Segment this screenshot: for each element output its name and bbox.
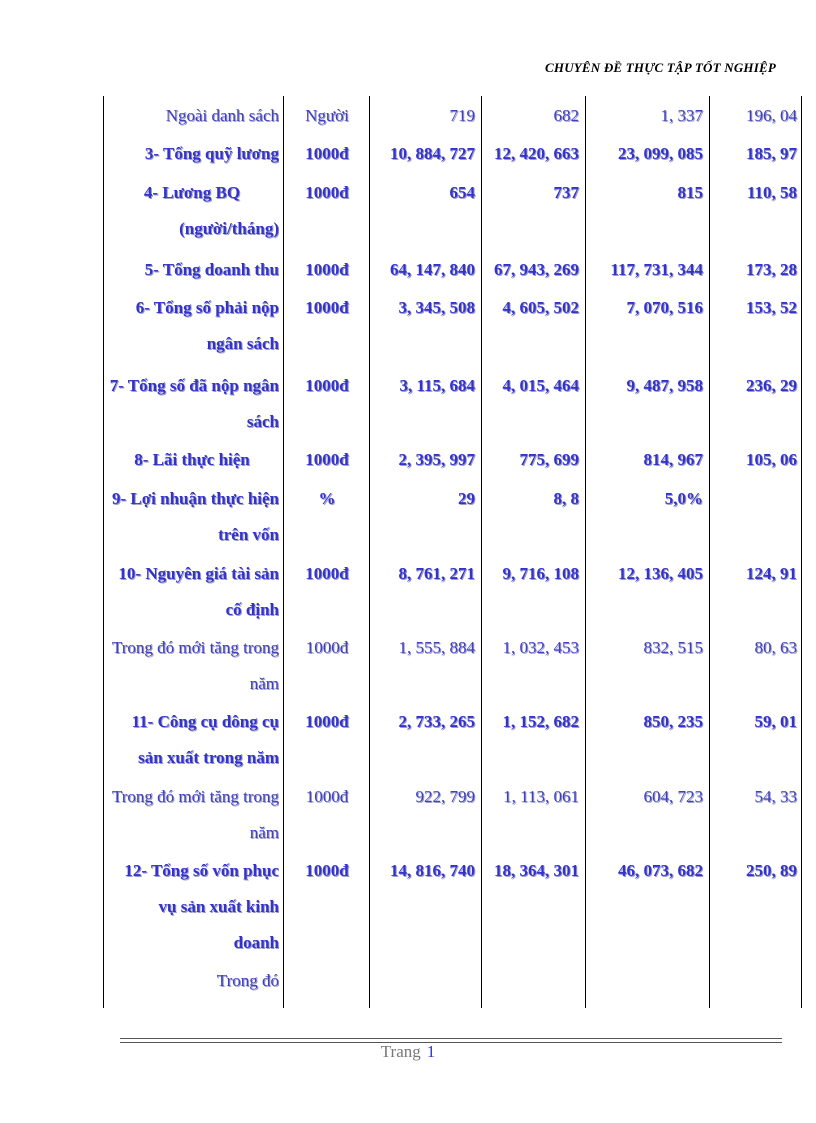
value-cell: 737 — [553, 183, 579, 202]
value-cell: 12, 420, 663 — [494, 144, 579, 163]
row-label — [105, 556, 279, 628]
value-cell: 832, 515 — [643, 638, 703, 657]
value-cell: 8, 8 — [553, 489, 579, 508]
value-cell: 775, 699 — [519, 450, 579, 469]
row-label-line: 11- Công cụ dông cụ — [131, 712, 279, 731]
value-cell: 117, 731, 344 — [610, 260, 703, 279]
footer-label: Trang — [380, 1042, 421, 1061]
row-label-line: 6- Tổng số phải nộp — [135, 298, 279, 317]
document-header-title: CHUYÊN ĐỀ THỰC TẬP TỐT NGHIỆP — [545, 60, 776, 75]
value-cell: 18, 364, 301 — [494, 861, 579, 880]
row-label — [105, 368, 279, 440]
value-cell: 2, 733, 265 — [398, 712, 475, 731]
row-label — [105, 963, 279, 999]
unit-cell: 1000đ — [305, 564, 349, 583]
percent-cell: 236, 29 — [746, 376, 797, 395]
row-label — [105, 779, 279, 851]
percent-cell: 80, 63 — [754, 638, 797, 657]
value-cell: 922, 799 — [415, 787, 475, 806]
percent-cell: 196, 04 — [746, 106, 797, 125]
row-label-line: Trong đó mới tăng trong — [111, 787, 279, 806]
value-cell: 10, 884, 727 — [390, 144, 475, 163]
percent-cell: 124, 91 — [746, 564, 797, 583]
row-label — [105, 175, 279, 247]
value-cell: 814, 967 — [643, 450, 703, 469]
column-divider — [369, 96, 370, 1008]
row-label-line: Trong đó mới tăng trong — [111, 638, 279, 657]
value-cell: 1, 555, 884 — [398, 638, 475, 657]
row-label-line: (người/tháng) — [179, 219, 279, 238]
row-label-line: 5- Tổng doanh thu — [144, 260, 279, 279]
percent-cell: 105, 06 — [746, 450, 797, 469]
row-label-line: doanh — [233, 933, 279, 952]
value-cell: 850, 235 — [643, 712, 703, 731]
table-border-right — [801, 96, 802, 1008]
value-cell: 46, 073, 682 — [618, 861, 703, 880]
row-label — [105, 630, 279, 702]
value-cell: 719 — [449, 106, 475, 125]
percent-cell: 110, 58 — [746, 183, 797, 202]
statistics-table — [103, 96, 803, 1008]
row-label — [105, 704, 279, 776]
row-label-line: 7- Tổng số đã nộp ngân — [109, 376, 279, 395]
value-cell: 4, 015, 464 — [502, 376, 579, 395]
value-cell: 2, 395, 997 — [398, 450, 475, 469]
value-cell: 604, 723 — [643, 787, 703, 806]
row-label-line: 9- Lợi nhuận thực hiện — [112, 489, 279, 508]
page-number: 1 — [426, 1042, 436, 1061]
row-label — [105, 290, 279, 362]
row-label — [105, 98, 279, 134]
column-divider — [283, 96, 284, 1008]
unit-cell: 1000đ — [305, 861, 349, 880]
row-label-line: ngân sách — [206, 334, 279, 353]
percent-cell: 59, 01 — [754, 712, 797, 731]
value-cell: 1, 337 — [660, 106, 703, 125]
unit-cell: 1000đ — [305, 638, 349, 657]
row-label-line: Ngoài danh sách — [165, 106, 279, 125]
column-divider — [709, 96, 710, 1008]
value-cell: 5,0% — [664, 489, 703, 508]
row-label — [105, 853, 279, 961]
row-label-line: sản xuất trong năm — [138, 748, 279, 767]
percent-cell: 250, 89 — [746, 861, 797, 880]
table-border-left — [103, 96, 104, 1008]
value-cell: 12, 136, 405 — [618, 564, 703, 583]
percent-cell: 54, 33 — [754, 787, 797, 806]
value-cell: 8, 761, 271 — [398, 564, 475, 583]
value-cell: 7, 070, 516 — [626, 298, 703, 317]
column-divider — [585, 96, 586, 1008]
row-label — [105, 252, 279, 288]
row-label-line: năm — [249, 674, 279, 693]
value-cell: 29 — [458, 489, 475, 508]
percent-cell: 153, 52 — [746, 298, 797, 317]
row-label — [105, 481, 279, 553]
row-label-line: 3- Tổng quỹ lương — [144, 144, 279, 163]
value-cell: 654 — [449, 183, 475, 202]
value-cell: 3, 345, 508 — [398, 298, 475, 317]
unit-cell: 1000đ — [305, 144, 349, 163]
unit-cell: 1000đ — [305, 298, 349, 317]
value-cell: 9, 487, 958 — [626, 376, 703, 395]
row-label-line: cố định — [225, 600, 279, 619]
footer-rule — [120, 1038, 782, 1039]
unit-cell: % — [318, 489, 336, 508]
row-label — [105, 442, 279, 478]
unit-cell: 1000đ — [305, 260, 349, 279]
value-cell: 1, 113, 061 — [503, 787, 579, 806]
value-cell: 9, 716, 108 — [502, 564, 579, 583]
row-label-line: 12- Tổng số vốn phục — [124, 861, 279, 880]
row-label-line: năm — [249, 823, 279, 842]
value-cell: 1, 152, 682 — [502, 712, 579, 731]
value-cell: 14, 816, 740 — [390, 861, 475, 880]
value-cell: 23, 099, 085 — [618, 144, 703, 163]
row-label-line: Trong đó — [216, 971, 279, 990]
row-label-line: 8- Lãi thực hiện — [134, 450, 250, 469]
value-cell: 4, 605, 502 — [502, 298, 579, 317]
column-divider — [481, 96, 482, 1008]
unit-cell: 1000đ — [305, 787, 349, 806]
row-label — [105, 136, 279, 172]
unit-cell: 1000đ — [305, 450, 349, 469]
value-cell: 64, 147, 840 — [390, 260, 475, 279]
value-cell: 67, 943, 269 — [494, 260, 579, 279]
row-label-line: trên vốn — [218, 525, 279, 544]
percent-cell: 173, 28 — [746, 260, 797, 279]
row-label-line: 4- Lương BQ — [143, 183, 241, 202]
row-label-line: 10- Nguyên giá tài sản — [118, 564, 279, 583]
unit-cell: 1000đ — [305, 183, 349, 202]
row-label-line: vụ sản xuất kinh — [158, 897, 279, 916]
value-cell: 815 — [677, 183, 703, 202]
unit-cell: Người — [305, 106, 349, 125]
percent-cell: 185, 97 — [746, 144, 797, 163]
value-cell: 682 — [553, 106, 579, 125]
row-label-line: sách — [246, 412, 279, 431]
unit-cell: 1000đ — [305, 712, 349, 731]
value-cell: 3, 115, 684 — [399, 376, 475, 395]
value-cell: 1, 032, 453 — [502, 638, 579, 657]
unit-cell: 1000đ — [305, 376, 349, 395]
page-footer — [0, 1042, 816, 1062]
